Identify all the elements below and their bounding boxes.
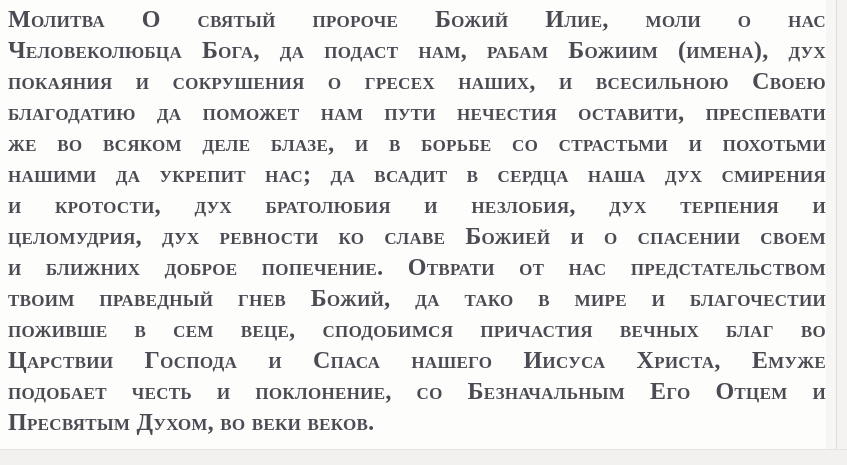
prayer-line: же во всяком деле блазе, и в борьбе со страстьми и похотьми [8, 131, 826, 157]
prayer-line: Пресвятым Духом, во веки веков. [8, 410, 375, 436]
prayer-line: нашими да укрепит нас; да всадит в сердца наша дух смирения [8, 162, 826, 188]
prayer-line: пожившe в сем веце, сподобимся причастия вечных благ во [8, 317, 826, 343]
prayer-line: покаяния и сокрушения о гресех наших, и всесильною Своею [8, 69, 826, 95]
right-edge-gutter [826, 0, 836, 449]
prayer-line: Молитва О святый пророче Божий Илие, моли о нас [8, 7, 826, 33]
prayer-line: Царствии Господа и Спаса нашего Иисуса Христа, Емуже [8, 348, 826, 374]
prayer-line: твоим праведный гнев Божий, да тако в мире и благочестии [8, 286, 826, 312]
prayer-line: и ближних доброе попечение. Отврати от нас предстательством [8, 255, 826, 281]
bottom-strip [0, 449, 847, 465]
prayer-line: благодатию да поможет нам пути нечестия оставити, преспевати [8, 100, 826, 126]
prayer-line: и кротости, дух братолюбия и незлобия, дух терпения и [8, 193, 826, 219]
prayer-text [8, 5, 826, 439]
prayer-line: Человеколюбца Бога, да подаст нам, рабам Божиим (имена), дух [8, 38, 826, 64]
prayer-line: целомудрия, дух ревности ко славе Божией и о спасении своем [8, 224, 826, 250]
prayer-line: подобает честь и поклонение, со Безначальным Его Отцем и [8, 379, 826, 405]
